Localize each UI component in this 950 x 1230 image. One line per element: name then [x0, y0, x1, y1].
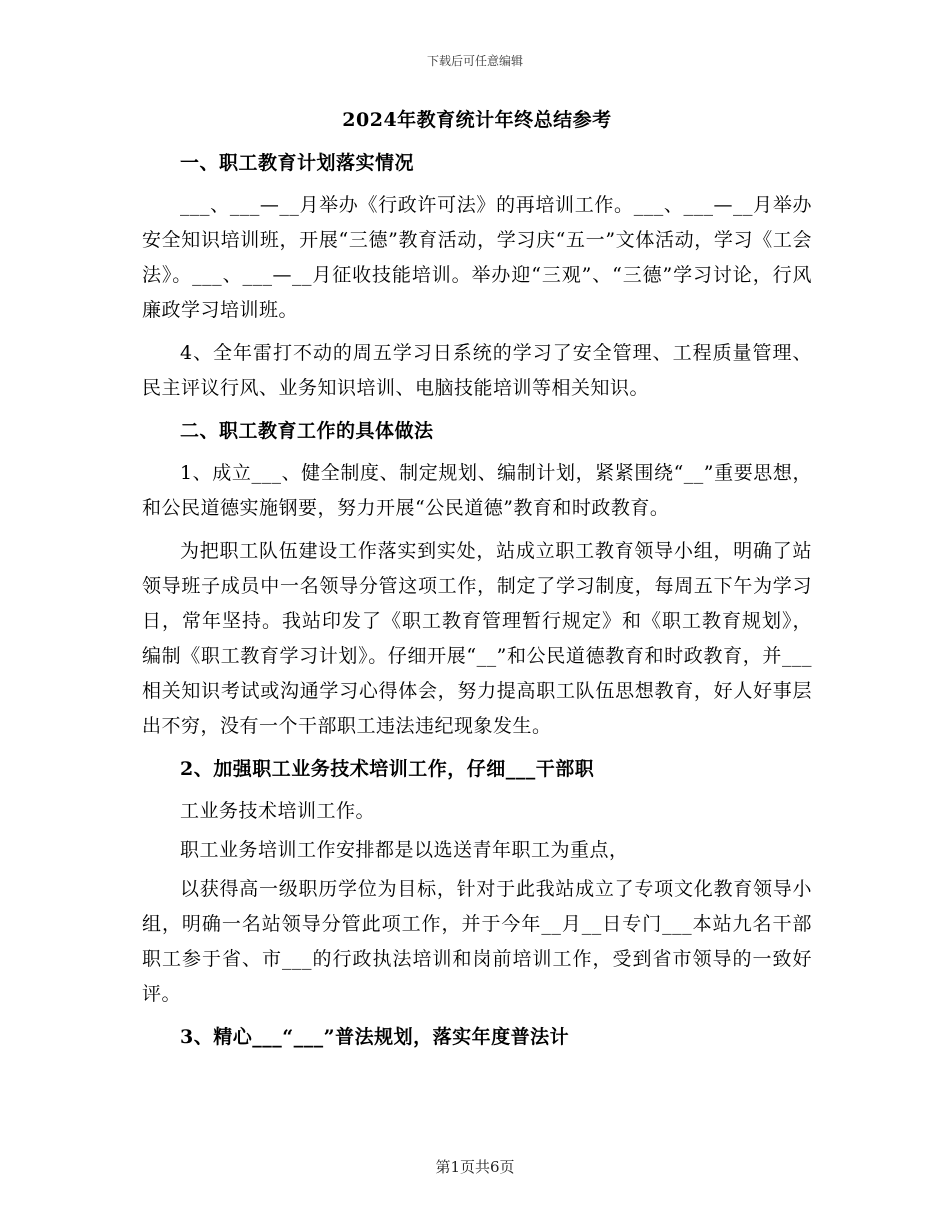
document-title: 2024年教育统计年终总结参考	[342, 109, 612, 131]
paragraph: ___、___—__月举办《行政许可法》的再培训工作。___、___—__月举办安全知识培训班，开展“三德”教育活动，学习庆“五一”文体活动，学习《工会法》。___、___—__月征收技能培训。举办迎“三观”、“三德”学习讨论，行风廉政学习培训班。	[142, 194, 812, 321]
paragraph: 为把职工队伍建设工作落实到实处，站成立职工教育领导小组，明确了站领导班子成员中一名领导分管这项工作，制定了学习制度，每周五下午为学习日，常年坚持。我站印发了《职工教育管理暂行规定》和《职工教育规划》，编制《职工教育学习计划》。仔细开展“__”和公民道德教育和时政教育，并___相关知识考试或沟通学习心得体会，努力提高职工队伍思想教育，好人好事层出不穷，没有一个干部职工违法违纪现象发生。	[142, 540, 812, 737]
paragraph: 1、成立___、健全制度、制定规划、编制计划，紧紧围绕“__”重要思想，和公民道德实施钢要，努力开展“公民道德”教育和时政教育。	[142, 462, 812, 519]
subsection-heading-2: 2、加强职工业务技术培训工作，仔细___干部职	[180, 758, 595, 780]
page-number: 第1页共6页	[435, 1158, 515, 1176]
document-body	[142, 104, 812, 1062]
section-heading-1: 一、职工教育计划落实情况	[180, 152, 415, 174]
paragraph: 4、全年雷打不动的周五学习日系统的学习了安全管理、工程质量管理、民主评议行风、业务知识培训、电脑技能培训等相关知识。	[142, 342, 812, 399]
section-heading-2: 二、职工教育工作的具体做法	[180, 420, 434, 442]
paragraph: 工业务技术培训工作。	[180, 800, 376, 822]
header-note: 下载后可任意编辑	[426, 54, 523, 68]
paragraph: 职工业务培训工作安排都是以选送青年职工为重点，	[180, 839, 629, 861]
paragraph: 以获得高一级职历学位为目标，针对于此我站成立了专项文化教育领导小组，明确一名站领导分管此项工作，并于今年__月__日专门___本站九名干部职工参于省、市___的行政执法培训和岗前培训工作，受到省市领导的一致好评。	[142, 878, 812, 1005]
subsection-heading-3: 3、精心___“___”普法规划，落实年度普法计	[180, 1026, 570, 1048]
